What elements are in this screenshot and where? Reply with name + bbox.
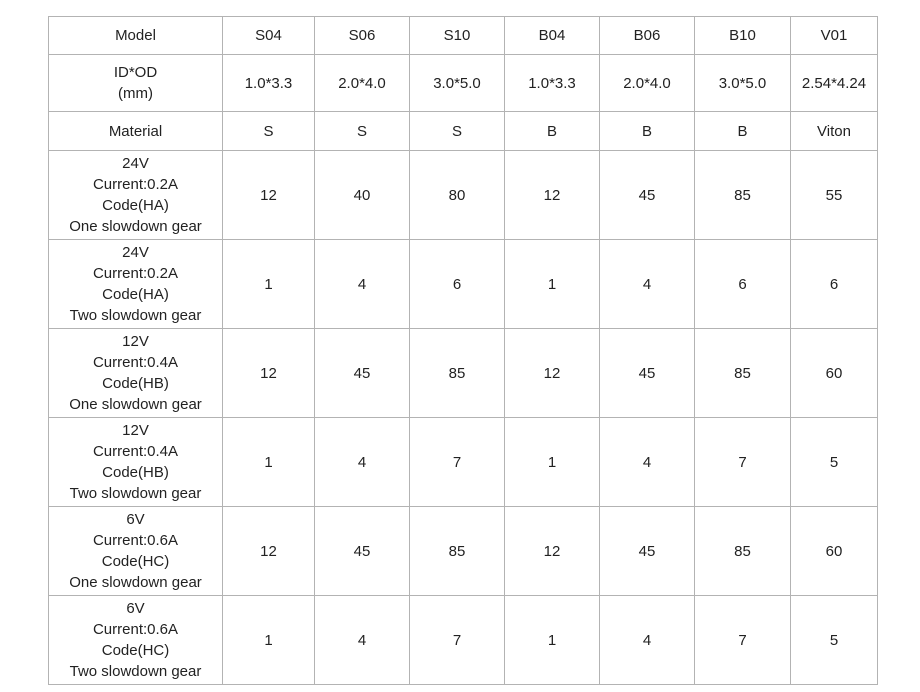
condition-code: Code(HB) [102,375,169,392]
value-cell: 7 [695,418,791,507]
condition-code: Code(HA) [102,286,169,303]
idod-cell: 1.0*3.3 [223,55,315,112]
condition-voltage: 6V [126,511,145,528]
material-cell: S [223,112,315,151]
model-cell: B06 [600,17,695,55]
model-cell: V01 [791,17,878,55]
value-cell: 1 [505,418,600,507]
condition-cell [49,507,223,596]
condition-cell [49,240,223,329]
value-cell: 5 [791,596,878,685]
value-cell: 4 [315,418,410,507]
condition-voltage: 12V [122,333,149,350]
value-cell: 12 [223,151,315,240]
condition-cell [49,329,223,418]
condition-gear: One slowdown gear [69,396,202,413]
value-cell: 85 [695,507,791,596]
spec-row [49,240,878,329]
value-cell: 55 [791,151,878,240]
material-cell: S [410,112,505,151]
spec-row [49,329,878,418]
value-cell: 85 [410,329,505,418]
value-cell: 45 [315,507,410,596]
value-cell: 40 [315,151,410,240]
value-cell: 1 [223,418,315,507]
condition-code: Code(HB) [102,464,169,481]
condition-current: Current:0.2A [92,265,179,282]
idod-cell: 2.54*4.24 [791,55,878,112]
condition-gear: One slowdown gear [69,574,202,591]
condition-gear: Two slowdown gear [69,307,202,324]
value-cell: 1 [223,240,315,329]
value-cell: 4 [600,418,695,507]
condition-current: Current:0.4A [92,443,179,460]
value-cell: 1 [223,596,315,685]
value-cell: 7 [410,596,505,685]
value-cell: 12 [505,507,600,596]
value-cell: 1 [505,240,600,329]
condition-current: Current:0.6A [92,621,179,638]
spec-row [49,596,878,685]
value-cell: 60 [791,507,878,596]
value-cell: 4 [315,596,410,685]
condition-code: Code(HC) [101,553,170,570]
value-cell: 12 [223,507,315,596]
value-cell: 7 [410,418,505,507]
idod-row [49,55,878,112]
value-cell: 85 [410,507,505,596]
material-label: Material [49,112,223,151]
condition-voltage: 24V [122,155,149,172]
condition-current: Current:0.4A [92,354,179,371]
model-label: Model [49,17,223,55]
value-cell: 6 [695,240,791,329]
material-cell: B [695,112,791,151]
condition-voltage: 6V [126,600,145,617]
condition-gear: One slowdown gear [69,218,202,235]
condition-cell [49,596,223,685]
condition-voltage: 24V [122,244,149,261]
material-row [49,112,878,151]
idod-cell: 2.0*4.0 [600,55,695,112]
value-cell: 85 [695,329,791,418]
material-cell: B [600,112,695,151]
idod-label-line1: ID*OD [113,64,158,81]
idod-label [49,55,223,112]
value-cell: 45 [315,329,410,418]
condition-gear: Two slowdown gear [69,663,202,680]
value-cell: 85 [695,151,791,240]
idod-label-line2: (mm) [118,85,153,102]
value-cell: 45 [600,507,695,596]
model-row [49,17,878,55]
value-cell: 45 [600,329,695,418]
idod-cell: 2.0*4.0 [315,55,410,112]
value-cell: 12 [505,151,600,240]
condition-current: Current:0.2A [92,176,179,193]
model-cell: S04 [223,17,315,55]
spec-row [49,151,878,240]
value-cell: 4 [315,240,410,329]
model-cell: S10 [410,17,505,55]
condition-cell [49,151,223,240]
spec-row [49,418,878,507]
condition-cell [49,418,223,507]
value-cell: 4 [600,240,695,329]
value-cell: 4 [600,596,695,685]
value-cell: 5 [791,418,878,507]
condition-gear: Two slowdown gear [69,485,202,502]
spec-table [48,16,878,685]
model-cell: S06 [315,17,410,55]
value-cell: 6 [410,240,505,329]
value-cell: 80 [410,151,505,240]
idod-cell: 1.0*3.3 [505,55,600,112]
spec-row [49,507,878,596]
value-cell: 6 [791,240,878,329]
value-cell: 12 [223,329,315,418]
condition-code: Code(HA) [102,197,169,214]
condition-current: Current:0.6A [92,532,179,549]
material-cell: S [315,112,410,151]
material-cell: Viton [791,112,878,151]
model-cell: B10 [695,17,791,55]
spec-table-body [49,17,878,685]
value-cell: 7 [695,596,791,685]
value-cell: 45 [600,151,695,240]
value-cell: 1 [505,596,600,685]
value-cell: 12 [505,329,600,418]
condition-voltage: 12V [122,422,149,439]
material-cell: B [505,112,600,151]
condition-code: Code(HC) [101,642,170,659]
value-cell: 60 [791,329,878,418]
idod-cell: 3.0*5.0 [695,55,791,112]
idod-cell: 3.0*5.0 [410,55,505,112]
model-cell: B04 [505,17,600,55]
